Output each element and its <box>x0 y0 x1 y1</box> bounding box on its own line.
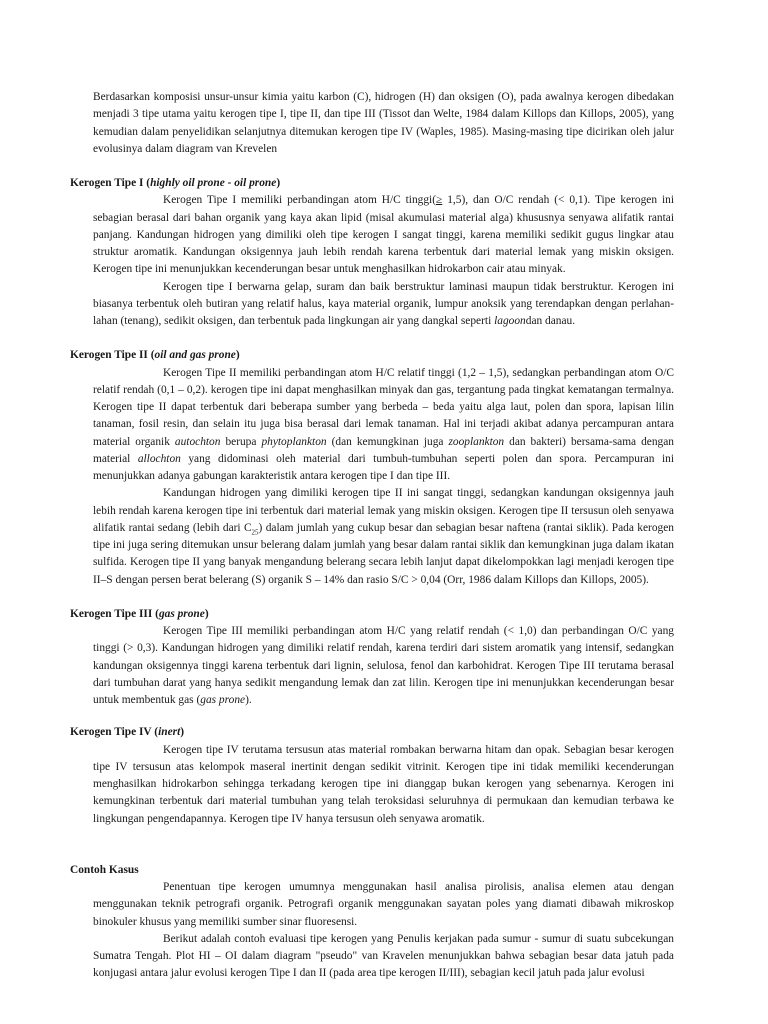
text-run: lagoon <box>494 315 526 327</box>
paragraph-type2-hydrogen <box>93 485 674 589</box>
heading-kerogen-type-2 <box>70 347 674 364</box>
text-run: berupa <box>220 435 262 448</box>
heading-text: Kerogen Tipe II ( <box>70 349 155 362</box>
section-case-study <box>70 879 674 983</box>
text-run: dan danau. <box>525 315 576 327</box>
text-run: allochton <box>137 452 181 465</box>
heading-close: ) <box>180 726 185 739</box>
text-run: Kerogen Tipe I memiliki perbandingan atom H/C tinggi( <box>163 194 437 207</box>
text-run: zooplankton <box>448 435 505 448</box>
heading-text: Kerogen Tipe I ( <box>70 177 151 189</box>
heading-close: ) <box>276 177 281 189</box>
text-run: Kerogen Tipe II memiliki perbandingan atom H/C relatif tinggi (1,2 – 1,5), sedangkan perbandingan atom O/C relatif rendah (0,1 – 0,2). kerogen tipe ini dapat menghasilkan minyak dan gas, tergantung pada tingkat kematangan termalnya. Kerogen tipe II dapat terbentuk dari beberapa sumber yang berbeda – beda yaitu alga laut, polen dan spora, lapisan lilin tanaman, fosil resin, dan selain itu juga bisa berasal dari lemak tanaman. Hal ini terjadi akibat adanya percampuran antara material organik <box>93 366 674 448</box>
heading-text: Kerogen Tipe IV ( <box>70 726 159 739</box>
text-run: ). <box>245 694 252 706</box>
text-run: 1,5), dan O/C rendah (< 0,1). Tipe kerogen ini sebagian berasal dari bahan organik yang kaya akan lipid (misal akumulasi material alga) khususnya senyawa alifatik rantai panjang. Kandungan hidrogen yang dimiliki oleh tipe kerogen I sangat tinggi, karena memiliki sedikit gugus lingkar atau struktur aromatik. Kandungan oksigennya jauh lebih rendah karena terbentuk dari material lemak yang miskin oksigen. Kerogen tipe ini menunjukkan kecenderungan besar untuk menghasilkan hidrokarbon cair atau minyak. <box>93 194 674 276</box>
text-run: Kerogen tipe I berwarna gelap, suram dan baik berstruktur laminasi maupun tidak berstruktur. Kerogen ini biasanya terbentuk oleh butiran yang relatif halus, kaya material organik, lumpur anoksik yang terendapkan dengan perlahan-lahan (tenang), sedikit oksigen, dan terbentuk pada lingkungan air yang dangkal seperti <box>93 280 674 327</box>
paragraph-case-method: Penentuan tipe kerogen umumnya menggunakan hasil analisa pirolisis, analisa elemen atau dengan menggunakan teknik petrografi organik. Petrografi organik menggunakan sayatan poles yang diamati dibawah mikroskop binokuler khusus yang memiliki sumber sinar fluoresensi. <box>93 881 674 928</box>
text-run: ≥ <box>436 194 443 207</box>
text-run: Kandungan hidrogen yang dimiliki kerogen tipe II ini sangat tinggi, sedangkan kandungan oksigennya jauh lebih rendah karena kerogen tipe ini terbentuk dari material lemak yang miskin oksigen. Kerogen tipe II tersusun oleh senyawa alifatik rantai sedang (lebih dari C <box>93 487 674 534</box>
heading-italic: highly oil prone - oil prone <box>150 177 277 189</box>
paragraph-type2-composition <box>93 365 674 486</box>
text-run: ) dalam jumlah yang cukup besar dan sebagian besar naftena (rantai siklik). Pada kerogen tipe ini juga sering ditemukan unsur belerang dalam jumlah yang besar dalam rantai siklik dan kemungkinan juga dalam ikatan sulfida. Kerogen tipe II yang banyak mengandung belerang secara lebih lanjut dapat dikelompokkan lagi menjadi kerogen tipe II–S dengan persen berat belerang (S) organik S – 14% dan rasio S/C > 0,04 (Orr, 1986 dalam Killops dan Killops, 2005). <box>93 521 674 586</box>
section-kerogen-type-2 <box>70 365 674 589</box>
text-run: autochton <box>174 435 221 448</box>
text-run: Kerogen Tipe III memiliki perbandingan atom H/C yang relatif rendah (< 1,0) dan perbandingan O/C yang tinggi (> 0,3). Kandungan hidrogen yang dimiliki relatif rendah, karena terdiri dari sistem aromatik yang intensif, sedangkan kandungan oksigennya tinggi karena terbentuk dari lignin, selulosa, fenol dan karbohidrat. Kerogen Tipe III terutama berasal dari tumbuhan darat yang hanya sedikit mengandung lemak dan zat lilin. Kerogen tipe ini menunjukkan kecenderungan besar untuk membentuk gas ( <box>93 625 674 706</box>
paragraph-type4-composition: Kerogen tipe IV terutama tersusun atas material rombakan berwarna hitam dan opak. Sebagian besar kerogen tipe IV tersusun atas kelompok maseral inertinit dengan sedikit vitrinit. Kerogen tipe ini tidak memiliki kecenderungan menghasilkan hidrokarbon sehingga terkadang kerogen tipe ini dianggap bukan kerogen yang sebenarnya. Kerogen ini kemungkinan terbentuk dari material tumbuhan yang telah teroksidasi seluruhnya di permukaan dan kemudian terbawa ke lingkungan pengendapannya. Kerogen tipe IV hanya tersusun oleh senyawa aromatik. <box>93 743 674 825</box>
heading-kerogen-type-3 <box>70 606 674 623</box>
section-kerogen-type-3 <box>70 623 674 709</box>
section-kerogen-type-1 <box>70 192 674 330</box>
heading-kerogen-type-4 <box>70 724 674 741</box>
paragraph-case-evaluation: Berikut adalah contoh evaluasi tipe kerogen yang Penulis kerjakan pada sumur - sumur di suatu subcekungan Sumatra Tengah. Plot HI – OI dalam diagram "pseudo" van Kravelen menunjukkan bahwa sebagian besar data jatuh pada konjugasi antara jalur evolusi kerogen Tipe I dan II (pada area tipe kerogen II/III), sebagian kecil jatuh pada jalur evolusi <box>93 932 674 980</box>
heading-kerogen-type-1 <box>70 175 674 192</box>
heading-text: Kerogen Tipe III ( <box>70 607 159 620</box>
intro-paragraph: Berdasarkan komposisi unsur-unsur kimia yaitu karbon (C), hidrogen (H) dan oksigen (O), pada awalnya kerogen dibedakan menjadi 3 tipe utama yaitu kerogen tipe I, tipe II, dan tipe III (Tissot dan Welte, 1984 dalam Killops dan Killops, 2005), yang kemudian dalam penyelidikan selanjutnya ditemukan kerogen tipe IV (Waples, 1985). Masing-masing tipe dicirikan oleh jalur evolusinya dalam diagram van Krevelen <box>93 91 674 155</box>
heading-italic: inert <box>158 726 181 739</box>
heading-close: ) <box>235 349 240 362</box>
subscript: 25 <box>251 528 259 537</box>
heading-italic: oil and gas prone <box>154 349 236 362</box>
paragraph-type3-composition <box>93 623 674 709</box>
paragraph-type1-appearance <box>93 279 674 331</box>
heading-italic: gas prone <box>158 607 205 620</box>
text-run: phytoplankton <box>261 435 327 448</box>
text-run: yang didominasi oleh material dari tumbuh-tumbuhan seperti polen dan spora. Percampuran ini menunjukkan adanya gabungan karakteristik antara kerogen tipe I dan tipe III. <box>93 452 674 482</box>
text-run: (dan kemungkinan juga <box>326 435 449 448</box>
text-run: gas prone <box>200 694 246 706</box>
text-run: dan bakteri) bersama-sama dengan material <box>93 435 674 465</box>
section-kerogen-type-4 <box>70 742 674 828</box>
paragraph-type1-composition <box>93 192 674 278</box>
heading-close: ) <box>204 607 209 620</box>
heading-case-study: Contoh Kasus <box>70 863 139 876</box>
